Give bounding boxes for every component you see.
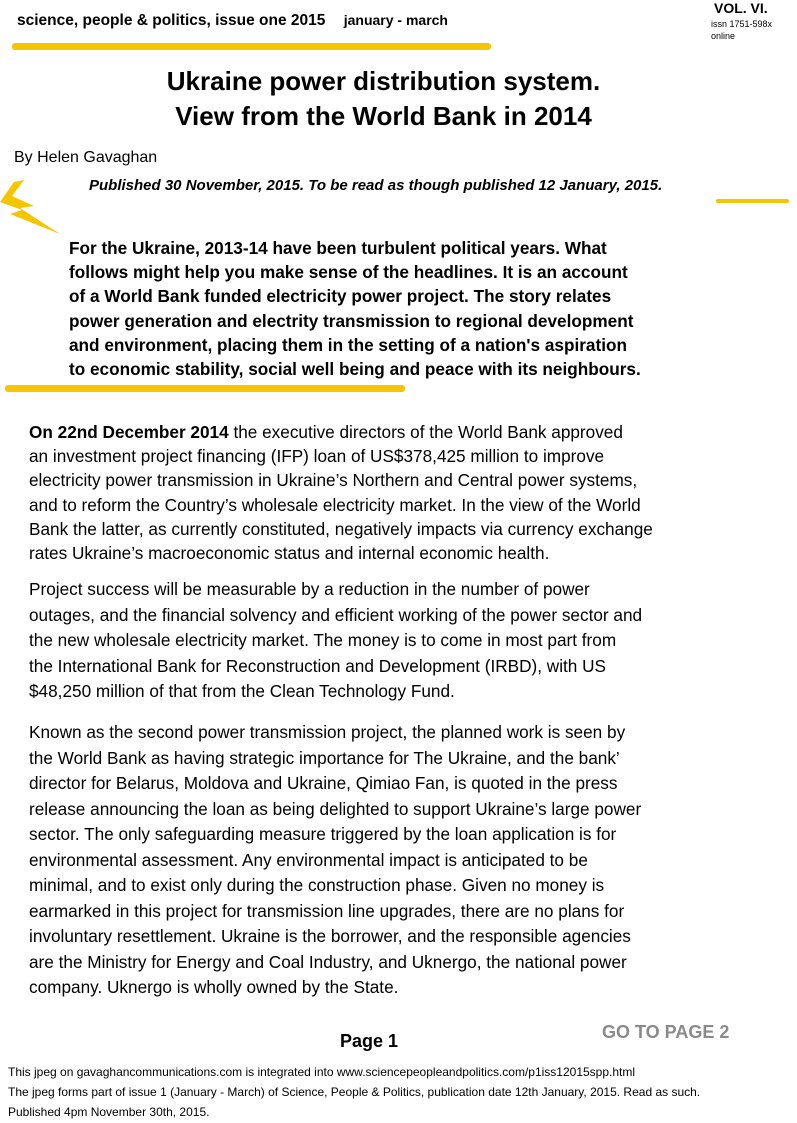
article-title <box>0 64 767 134</box>
paragraph-line: release announcing the loan as being delighted to support Ukraine’s large power <box>29 798 642 819</box>
article-title-line-2: View from the World Bank in 2014 <box>175 101 592 131</box>
paragraph-line: minimal, and to exist only during the construction phase. Given no money is <box>29 875 605 895</box>
lead-line: and environment, placing them in the setting of a nation's aspiration <box>69 334 627 355</box>
paragraph-line: Bank the latter, as currently constituted, negatively impacts via currency exchange <box>29 518 653 539</box>
lead-line: follows might help you make sense of the headlines. It is an account <box>69 262 628 283</box>
paragraph-line: rates Ukraine’s macroeconomic status and internal economic health. <box>29 543 550 564</box>
masthead-highlight-bar <box>12 43 491 50</box>
paragraph-line: are the Ministry for Energy and Coal Industry, and Uknergo, the national power <box>29 951 627 972</box>
footer-note: Published 4pm November 30th, 2015. <box>8 1105 210 1119</box>
paragraph-line: sector. The only safeguarding measure triggered by the loan application is for <box>29 824 617 844</box>
paragraph-line: the International Bank for Reconstruction and Development (IRBD), with US <box>29 655 607 676</box>
issn-number: issn 1751-598x <box>711 19 773 29</box>
page-number: Page 1 <box>340 1031 399 1051</box>
lead-highlight-bar <box>5 385 405 392</box>
paragraph-line: an investment project financing (IFP) loan of US$378,425 million to improve <box>29 446 605 467</box>
issn-format: online <box>711 31 736 41</box>
paragraph-line: and to reform the Country’s wholesale electricity market. In the view of the World <box>29 494 641 515</box>
paragraph-lead-date: On 22nd December 2014 <box>29 422 229 442</box>
footer-note: This jpeg on gavaghancommunications.com is integrated into www.sciencepeopleandpolitics.com/p1iss12015spp.html <box>8 1065 636 1079</box>
lead-paragraph <box>69 236 749 381</box>
publication-note: Published 30 November, 2015. To be read as though published 12 January, 2015. <box>89 177 663 194</box>
footer-notes <box>8 1062 700 1122</box>
go-to-page-2-link[interactable]: GO TO PAGE 2 <box>602 1022 730 1042</box>
masthead <box>17 12 448 30</box>
paragraph-line: earmarked in this project for transmission line upgrades, there are no plans for <box>29 900 625 921</box>
paragraph-line: company. Uknergo is wholly owned by the State. <box>29 977 399 997</box>
paragraph-line: involuntary resettlement. Ukraine is the borrower, and the responsible agencies <box>29 926 631 946</box>
publication-highlight-bar <box>716 199 789 203</box>
paragraph-line: Known as the second power transmission project, the planned work is seen by <box>29 722 626 742</box>
article-title-line-1: Ukraine power distribution system. <box>166 66 601 96</box>
body-paragraph-2 <box>29 577 769 705</box>
body-paragraph-1 <box>29 420 769 565</box>
paragraph-line: outages, and the financial solvency and efficient working of the power sector and <box>29 604 643 625</box>
paragraph-line: director for Belarus, Moldova and Ukraine, Qimiao Fan, is quoted in the press <box>29 773 618 793</box>
paragraph-line <box>29 420 769 444</box>
lead-line: to economic stability, social well being and peace with its neighbours. <box>69 359 641 380</box>
body-paragraph-3 <box>29 720 769 1001</box>
paragraph-line-rest: the executive directors of the World Bank approved <box>228 422 623 442</box>
paragraph-line: environmental assessment. Any environmental impact is anticipated to be <box>29 849 588 870</box>
footer-note: The jpeg forms part of issue 1 (January - March) of Science, People & Politics, publication date 12th January, 2015. Read as such. <box>8 1085 701 1099</box>
lightning-bolt-icon <box>0 180 70 238</box>
volume-label: VOL. VI. <box>714 0 768 16</box>
lead-line: power generation and electrity transmission to regional development <box>69 310 634 331</box>
lead-line: For the Ukraine, 2013-14 have been turbulent political years. What <box>69 238 607 258</box>
issue-dates: january - march <box>343 12 448 28</box>
paragraph-line: the new wholesale electricity market. The money is to come in most part from <box>29 630 617 650</box>
publication-title: science, people & politics, issue one 2015 <box>17 12 326 29</box>
paragraph-line: electricity power transmission in Ukraine’s Northern and Central power systems, <box>29 470 638 491</box>
paragraph-line: Project success will be measurable by a reduction in the number of power <box>29 579 590 599</box>
byline: By Helen Gavaghan <box>14 149 158 166</box>
paragraph-line: the World Bank as having strategic importance for The Ukraine, and the bank’ <box>29 747 620 768</box>
paragraph-line: $48,250 million of that from the Clean Technology Fund. <box>29 681 455 701</box>
issn-block <box>711 18 772 42</box>
lead-line: of a World Bank funded electricity power project. The story relates <box>69 286 612 307</box>
